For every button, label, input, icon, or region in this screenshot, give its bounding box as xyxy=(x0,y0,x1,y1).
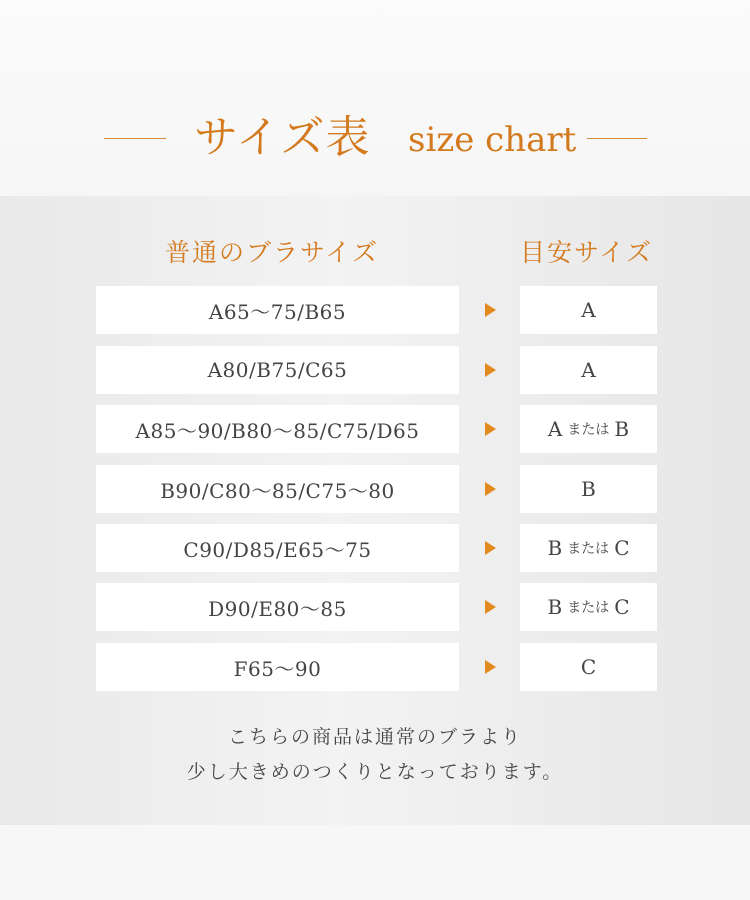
bra-size-cell: C90/D85/E65～75 xyxy=(96,524,459,572)
guide-size-value: A xyxy=(581,358,596,382)
guide-size-value: C xyxy=(580,655,597,679)
table-row xyxy=(0,583,750,631)
guide-size-or: または xyxy=(567,422,610,438)
bra-size-cell: A65～75/B65 xyxy=(96,286,459,334)
play-triangle-icon xyxy=(485,600,496,614)
header xyxy=(0,0,750,196)
guide-size-cell xyxy=(520,583,657,631)
header-rule-left xyxy=(104,138,166,139)
guide-size-or: または xyxy=(567,541,610,557)
note-line-2: 少し大きめのつくりとなっております。 xyxy=(186,761,564,783)
guide-size-cell xyxy=(520,524,657,572)
bottom-band xyxy=(0,825,750,900)
play-triangle-icon xyxy=(485,422,496,436)
bra-size-cell: F65～90 xyxy=(96,643,459,691)
guide-size-value: B xyxy=(547,536,563,560)
guide-size-cell xyxy=(520,465,657,513)
guide-size-cell xyxy=(520,286,657,334)
bra-size-cell: A85～90/B80～85/C75/D65 xyxy=(96,405,459,453)
bra-size-cell: B90/C80～85/C75～80 xyxy=(96,465,459,513)
play-triangle-icon xyxy=(485,363,496,377)
play-triangle-icon xyxy=(485,541,496,555)
guide-size-value: A xyxy=(547,417,563,441)
note-line-1: こちらの商品は通常のブラより xyxy=(227,726,522,748)
bra-size-cell: D90/E80～85 xyxy=(96,583,459,631)
page-title: サイズ表 xyxy=(194,112,371,163)
play-triangle-icon xyxy=(485,482,496,496)
table-row xyxy=(0,524,750,572)
guide-size-value-alt: C xyxy=(614,536,630,560)
guide-size-value: A xyxy=(581,298,596,322)
column-header-bra-size: 普通のブラサイズ xyxy=(165,238,380,267)
guide-size-cell xyxy=(520,346,657,394)
header-rule-right xyxy=(587,138,647,139)
guide-size-value-alt: C xyxy=(614,595,630,619)
bra-size-cell: A80/B75/C65 xyxy=(96,346,459,394)
table-row xyxy=(0,346,750,394)
table-row xyxy=(0,286,750,334)
table-row xyxy=(0,643,750,691)
guide-size-cell xyxy=(520,643,657,691)
table-row xyxy=(0,405,750,453)
play-triangle-icon xyxy=(485,303,496,317)
guide-size-or: または xyxy=(567,600,610,616)
guide-size-cell xyxy=(520,405,657,453)
column-header-guide-size: 目安サイズ xyxy=(520,238,654,267)
guide-size-value: B xyxy=(547,595,563,619)
guide-size-value-alt: B xyxy=(614,417,630,441)
play-triangle-icon xyxy=(485,660,496,674)
table-row xyxy=(0,465,750,513)
guide-size-value: B xyxy=(581,477,596,501)
page-subtitle: size chart xyxy=(408,120,577,160)
